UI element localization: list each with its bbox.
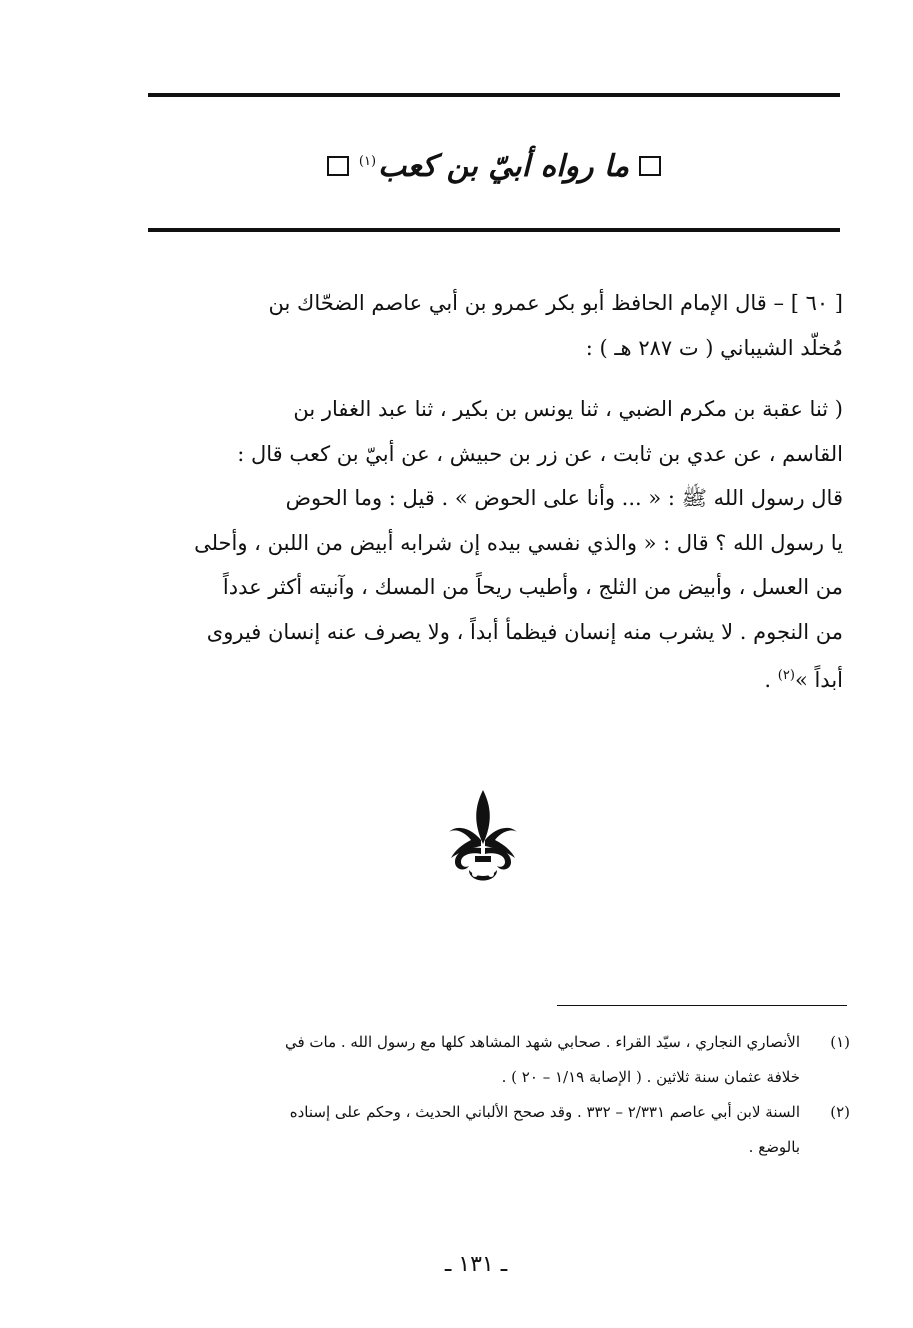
body-line: من العسل ، وأبيض من الثلج ، وأطيب ريحاً من المسك ، وآنيته أكثر عدداً xyxy=(222,575,843,599)
chapter-title xyxy=(148,138,840,194)
header-top-rule xyxy=(148,93,840,97)
footnote-text xyxy=(150,1095,800,1165)
footnote-item xyxy=(150,1095,850,1165)
title-footnote-marker: (١) xyxy=(358,153,377,169)
body-last-line xyxy=(148,654,843,703)
footnote-number: (١) xyxy=(830,1033,850,1051)
footnotes xyxy=(150,1025,850,1165)
fleur-de-lis-ornament-icon xyxy=(445,788,521,888)
hadith-body xyxy=(148,387,843,703)
ornament-top-leaf xyxy=(476,790,490,844)
intro-line: [ ٦٠ ] – قال الإمام الحافظ أبو بكر عمرو بن أبي عاصم الضحّاك بن xyxy=(268,291,843,315)
intro-line: مُخلّد الشيباني ( ت ٢٨٧ هـ ) : xyxy=(585,335,843,360)
footnote-number: (٢) xyxy=(830,1103,850,1121)
ornament-left-eye xyxy=(472,871,478,877)
ornament-right-eye xyxy=(488,871,494,877)
ornament-band xyxy=(475,856,491,862)
title-text: ما رواه أبيّ بن كعب xyxy=(378,148,630,184)
body-footnote-marker: (٢) xyxy=(777,668,795,683)
footnote-text xyxy=(150,1025,800,1095)
footnote-line: الأنصاري النجاري ، سيّد القراء . صحابي شهد المشاهد كلها مع رسول الله . مات في xyxy=(284,1033,800,1051)
last-line-text: أبداً » xyxy=(794,668,843,692)
body-line: القاسم ، عن عدي بن ثابت ، عن زر بن حبيش ، عن أبيّ بن كعب قال : xyxy=(237,441,843,466)
footnote-line: خلافة عثمان سنة ثلاثين . ( الإصابة ١/١٩ – ٢٠ ) . xyxy=(501,1068,800,1086)
square-icon xyxy=(327,156,349,176)
footnote-line: بالوضع . xyxy=(748,1138,800,1156)
body-line: ( ثنا عقبة بن مكرم الضبي ، ثنا يونس بن بكير ، ثنا عبد الغفار بن xyxy=(293,397,843,421)
footnote-separator xyxy=(557,1005,847,1006)
hadith-intro xyxy=(148,281,843,370)
square-icon xyxy=(639,156,661,176)
header-bottom-rule xyxy=(148,228,840,232)
chapter-title-text xyxy=(359,149,629,184)
body-line: يا رسول الله ؟ قال : « والذي نفسي بيده إن شرابه أبيض من اللبن ، وأحلى xyxy=(194,530,843,555)
footnote-item xyxy=(150,1025,850,1095)
body-line: قال رسول الله ﷺ : « ... وأنا على الحوض » . قيل : وما الحوض xyxy=(285,486,843,510)
body-line: من النجوم . لا يشرب منه إنسان فيظمأ أبداً ، ولا يصرف عنه إنسان فيروى xyxy=(206,619,843,644)
last-line-end: . xyxy=(764,668,772,692)
footnote-line: السنة لابن أبي عاصم ٢/٣٣١ – ٣٣٢ . وقد صحح الألباني الحديث ، وحكم على إسناده xyxy=(289,1103,800,1121)
page-number: ـ ١٣١ ـ xyxy=(444,1252,508,1277)
